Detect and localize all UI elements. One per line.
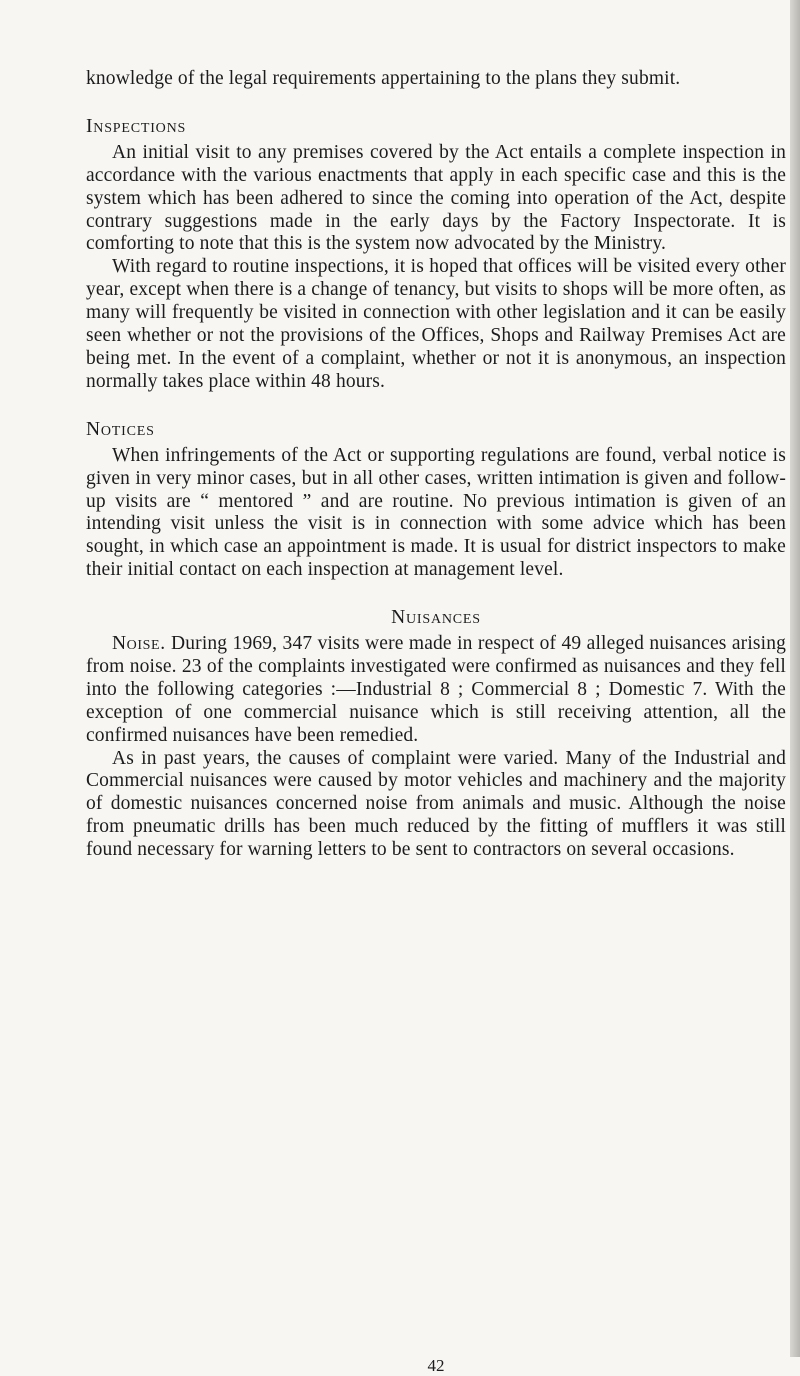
page-edge-shadow [790,0,800,1357]
notices-heading: Notices [86,418,155,440]
document-page [86,68,787,1375]
notices-paragraph-1: When infringements of the Act or supporting regulations are found, verbal notice is given in very minor cases, but in all other cases, written intimation is given and follow-up visits are “ mentored ” and are routine. No previous intimation is given of an intending visit unless the visit is in connection with some advice which has been sought, in which case an appointment is made. It is usual for district inspectors to make their initial contact on each inspection at management level. [86,444,786,581]
intro-paragraph: knowledge of the legal requirements appertaining to the plans they submit. [86,68,681,89]
page-number: 42 [427,1356,445,1375]
inspections-paragraph-1: An initial visit to any premises covered by the Act entails a complete inspection in accordance with the various enactments that apply in each specific case and this is the system which has been adhered to since the coming into operation of the Act, despite contrary suggestions made in the early days by the Factory Inspectorate. It is comforting to note that this is the system now advocated by the Ministry. [86,141,786,255]
nuisances-paragraph-1 [86,633,786,748]
inspections-heading: Inspections [86,115,187,137]
nuisances-heading: Nuisances [391,607,481,629]
noise-label: Noise. [112,633,166,655]
inspections-paragraph-2: With regard to routine inspections, it is hoped that offices will be visited every other year, except when there is a change of tenancy, but visits to shops will be more often, as many will frequently be visited in connection with other legislation and it can be easily seen whether or not the provisions of the Offices, Shops and Railway Premises Act are being met. In the event of a complaint, whether or not it is anonymous, an inspection normally takes place within 48 hours. [86,256,786,392]
nuisances-paragraph-2: As in past years, the causes of complaint were varied. Many of the Industrial and Commercial nuisances were caused by motor vehicles and machinery and the majority of domestic nuisances concerned noise from animals and music. Although the noise from pneumatic drills has been much reduced by the fitting of mufflers it was still found necessary for warning letters to be sent to contractors on several occasions. [86,747,786,861]
noise-text: During 1969, 347 visits were made in respect of 49 alleged nuisances arising from noise. 23 of the complaints investigated were confirmed as nuisances and they fell into the following categories :—Industrial 8 ; Commercial 8 ; Domestic 7. With the exception of one commercial nuisance which is still receiving attention, all the confirmed nuisances have been remedied. [86,633,787,746]
